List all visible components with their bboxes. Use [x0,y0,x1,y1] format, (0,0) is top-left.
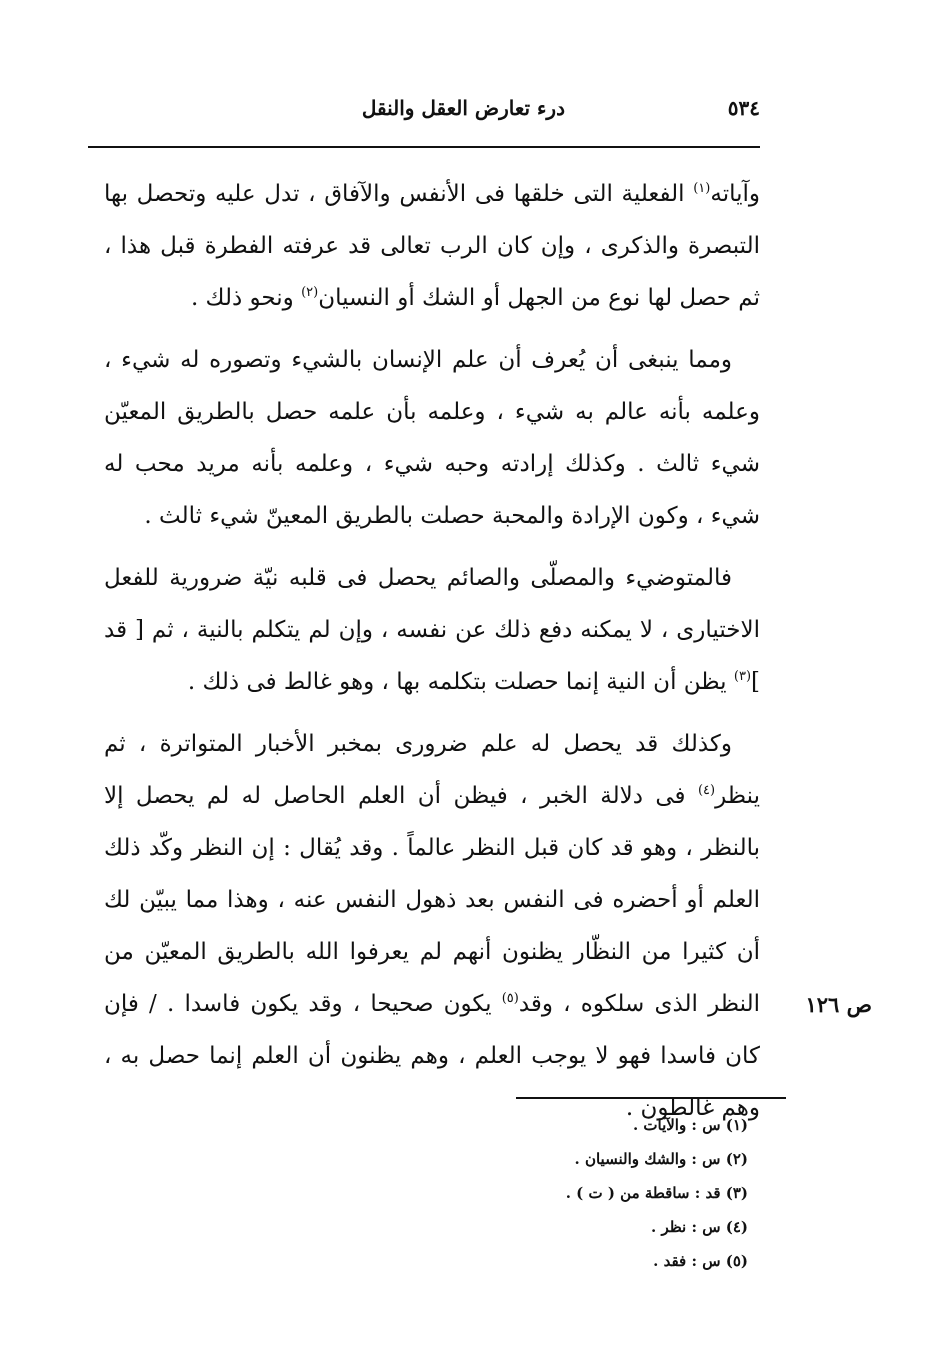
footnote-ref-4[interactable]: (٤) [697,783,716,798]
page-header [320,96,760,136]
footnote-1: (١) س : والآيات . [632,1116,748,1134]
text-segment: وآياته [710,181,760,207]
paragraph-2 [104,334,760,542]
margin-page-reference: ص ١٢٦ [805,992,872,1017]
footnote-ref-2[interactable]: (٢) [301,285,319,300]
footnote-4: (٤) س : نظر . [651,1218,748,1236]
text-segment: ونحو ذلك . [190,285,302,311]
main-text [104,168,760,1144]
text-segment: الفعلية التى خلقها فى الأنفس والآفاق ، تدل عليه وتحصل بها التبصرة والذكرى ، وإن كان الرب تعالى قد عرفته الفطرة قبل هذا ، ثم حصل لها نوع من الجهل أو الشك أو النسيان [104,181,760,311]
footnote-ref-3[interactable]: (٣) [733,669,752,684]
footnote-ref-1[interactable]: (١) [693,181,711,196]
header-rule [88,146,760,148]
text-segment: يكون صحيحا ، وقد يكون فاسدا . / فإن كان فاسدا فهو لا يوجب العلم ، وهم يظنون أن العلم إنما حصل به ، وهم غالطون . [104,991,760,1121]
footnote-5: (٥) س : فقد . [653,1252,748,1270]
footnote-ref-5[interactable]: (٥) [501,991,519,1006]
text-segment: وكذلك قد يحصل له علم ضرورى بمخبر الأخبار المتواترة ، ثم ينظر [104,731,760,809]
footnotes [480,1108,748,1278]
paragraph-3 [104,552,760,708]
footnote-3: (٣) قد : ساقطة من ( ت ) . [565,1184,748,1202]
running-title: درء تعارض العقل والنقل [361,96,565,120]
footnote-2: (٢) س : والشك والنسيان . [574,1150,748,1168]
footnote-rule [516,1097,786,1099]
paragraph-4 [104,718,760,1134]
text-segment: يظن أن النية إنما حصلت بتكلمه بها ، وهو غالط فى ذلك . [187,669,734,695]
paragraph-1 [104,168,760,324]
text-segment: ومما ينبغى أن يُعرف أن علم الإنسان بالشيء وتصوره له شيء ، وعلمه بأنه عالم به شيء ، وعلمه بأن علمه حصل بالطريق المعيّن شيء ثالث . وكذلك إرادته وحبه شيء ، وعلمه بأنه مريد محب له شيء ، وكون الإرادة والمحبة حصلت بالطريق المعينّ شيء ثالث . [104,347,760,529]
text-segment: فى دلالة الخبر ، فيظن أن العلم الحاصل له لم يحصل إلا بالنظر ، وهو قد كان قبل النظر عالماً . وقد يُقال : إن النظر وكّد ذلك العلم أو أحضره فى النفس بعد ذهول النفس عنه ، وهذا مما يبيّن لك أن كثيرا من النظّار يظنون أنهم لم يعرفوا الله بالطريق المعيّن من النظر الذى سلكوه ، وقد [104,783,760,1017]
text-segment: فالمتوضيء والمصلّى والصائم يحصل فى قلبه نيّة ضرورية للفعل الاختيارى ، لا يمكنه دفع ذلك عن نفسه ، وإن لم يتكلم بالنية ، ثم [ قد ] [104,565,760,695]
page-number: ٥٣٤ [727,96,760,120]
